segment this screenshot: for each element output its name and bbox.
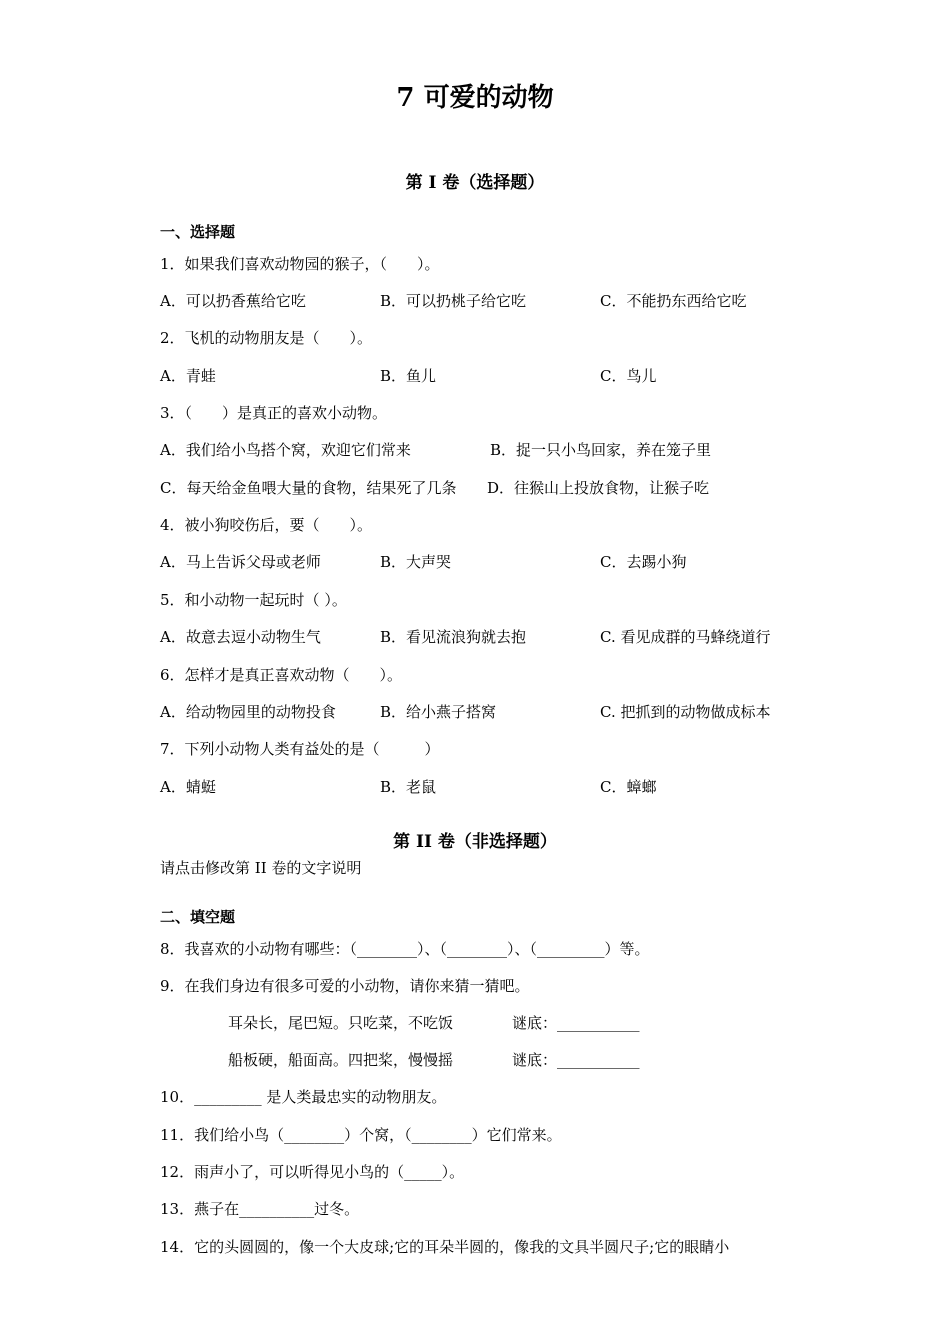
question-2: 2．飞机的动物朋友是（ ）。 <box>160 329 373 347</box>
q2-option-c: C．鸟儿 <box>600 367 657 385</box>
section-fill-in: 二、填空题 <box>160 908 236 926</box>
q4-option-a: A．马上告诉父母或老师 <box>160 553 321 571</box>
question-4: 4．被小狗咬伤后，要（ ）。 <box>160 516 373 534</box>
question-12: 12．雨声小了，可以听得见小鸟的（_____）。 <box>160 1163 465 1181</box>
part1-heading: 第 I 卷（选择题） <box>405 173 545 193</box>
question-11: 11．我们给小鸟（________）个窝，（________）它们常来。 <box>160 1126 562 1144</box>
q5-option-b: B．看见流浪狗就去抱 <box>380 628 527 646</box>
q3-option-a: A．我们给小鸟搭个窝，欢迎它们常来 <box>160 441 411 459</box>
question-14: 14．它的头圆圆的，像一个大皮球;它的耳朵半圆的，像我的文具半圆尺子;它的眼睛小 <box>160 1238 730 1256</box>
q6-option-c: C. 把抓到的动物做成标本 <box>600 703 771 721</box>
q4-option-b: B．大声哭 <box>380 553 452 571</box>
q6-option-a: A．给动物园里的动物投食 <box>160 703 336 721</box>
q1-option-c: C．不能扔东西给它吃 <box>600 292 747 310</box>
q3-option-d: D．往猴山上投放食物，让猴子吃 <box>487 479 710 497</box>
q7-option-b: B．老鼠 <box>380 778 437 796</box>
riddle-2-text: 船板硬，船面高。四把桨，慢慢摇 <box>228 1051 454 1069</box>
question-3: 3．（ ）是真正的喜欢小动物。 <box>160 404 388 422</box>
riddle-2 <box>228 1050 453 1070</box>
document-title: 7 可爱的动物 <box>396 83 554 113</box>
q7-option-a: A．蜻蜓 <box>160 778 216 796</box>
question-7: 7．下列小动物人类有益处的是（ ） <box>160 740 440 758</box>
q1-option-b: B．可以扔桃子给它吃 <box>380 292 527 310</box>
riddle-1 <box>228 1013 453 1033</box>
q5-option-a: A．故意去逗小动物生气 <box>160 628 321 646</box>
part2-note: 请点击修改第 II 卷的文字说明 <box>160 859 362 877</box>
question-6: 6．怎样才是真正喜欢动物（ ）。 <box>160 666 403 684</box>
question-8: 8．我喜欢的小动物有哪些：（________）、（________）、（_________）等。 <box>160 940 650 958</box>
q2-option-a: A．青蛙 <box>160 367 216 385</box>
q5-option-c: C. 看见成群的马蜂绕道行 <box>600 628 771 646</box>
question-9: 9．在我们身边有很多可爱的小动物，请你来猜一猜吧。 <box>160 977 530 995</box>
question-13: 13．燕子在__________过冬。 <box>160 1200 360 1218</box>
q2-option-b: B．鱼儿 <box>380 367 437 385</box>
section-multiple-choice: 一、选择题 <box>160 223 236 241</box>
q6-option-b: B．给小燕子搭窝 <box>380 703 497 721</box>
part2-heading: 第 II 卷（非选择题） <box>393 832 557 852</box>
riddle-1-answer: 谜底：___________ <box>512 1014 640 1032</box>
question-5: 5．和小动物一起玩时（ ）。 <box>160 591 347 609</box>
q1-option-a: A．可以扔香蕉给它吃 <box>160 292 306 310</box>
riddle-2-answer: 谜底：___________ <box>512 1051 640 1069</box>
question-1: 1．如果我们喜欢动物园的猴子，（ ）。 <box>160 255 440 273</box>
question-10: 10．_________ 是人类最忠实的动物朋友。 <box>160 1088 447 1106</box>
q3-option-b: B．捉一只小鸟回家，养在笼子里 <box>490 441 712 459</box>
q7-option-c: C．蟑螂 <box>600 778 657 796</box>
q4-option-c: C．去踢小狗 <box>600 553 687 571</box>
q3-option-c: C．每天给金鱼喂大量的食物，结果死了几条 <box>160 479 457 497</box>
riddle-1-text: 耳朵长，尾巴短。只吃菜，不吃饭 <box>228 1014 454 1032</box>
